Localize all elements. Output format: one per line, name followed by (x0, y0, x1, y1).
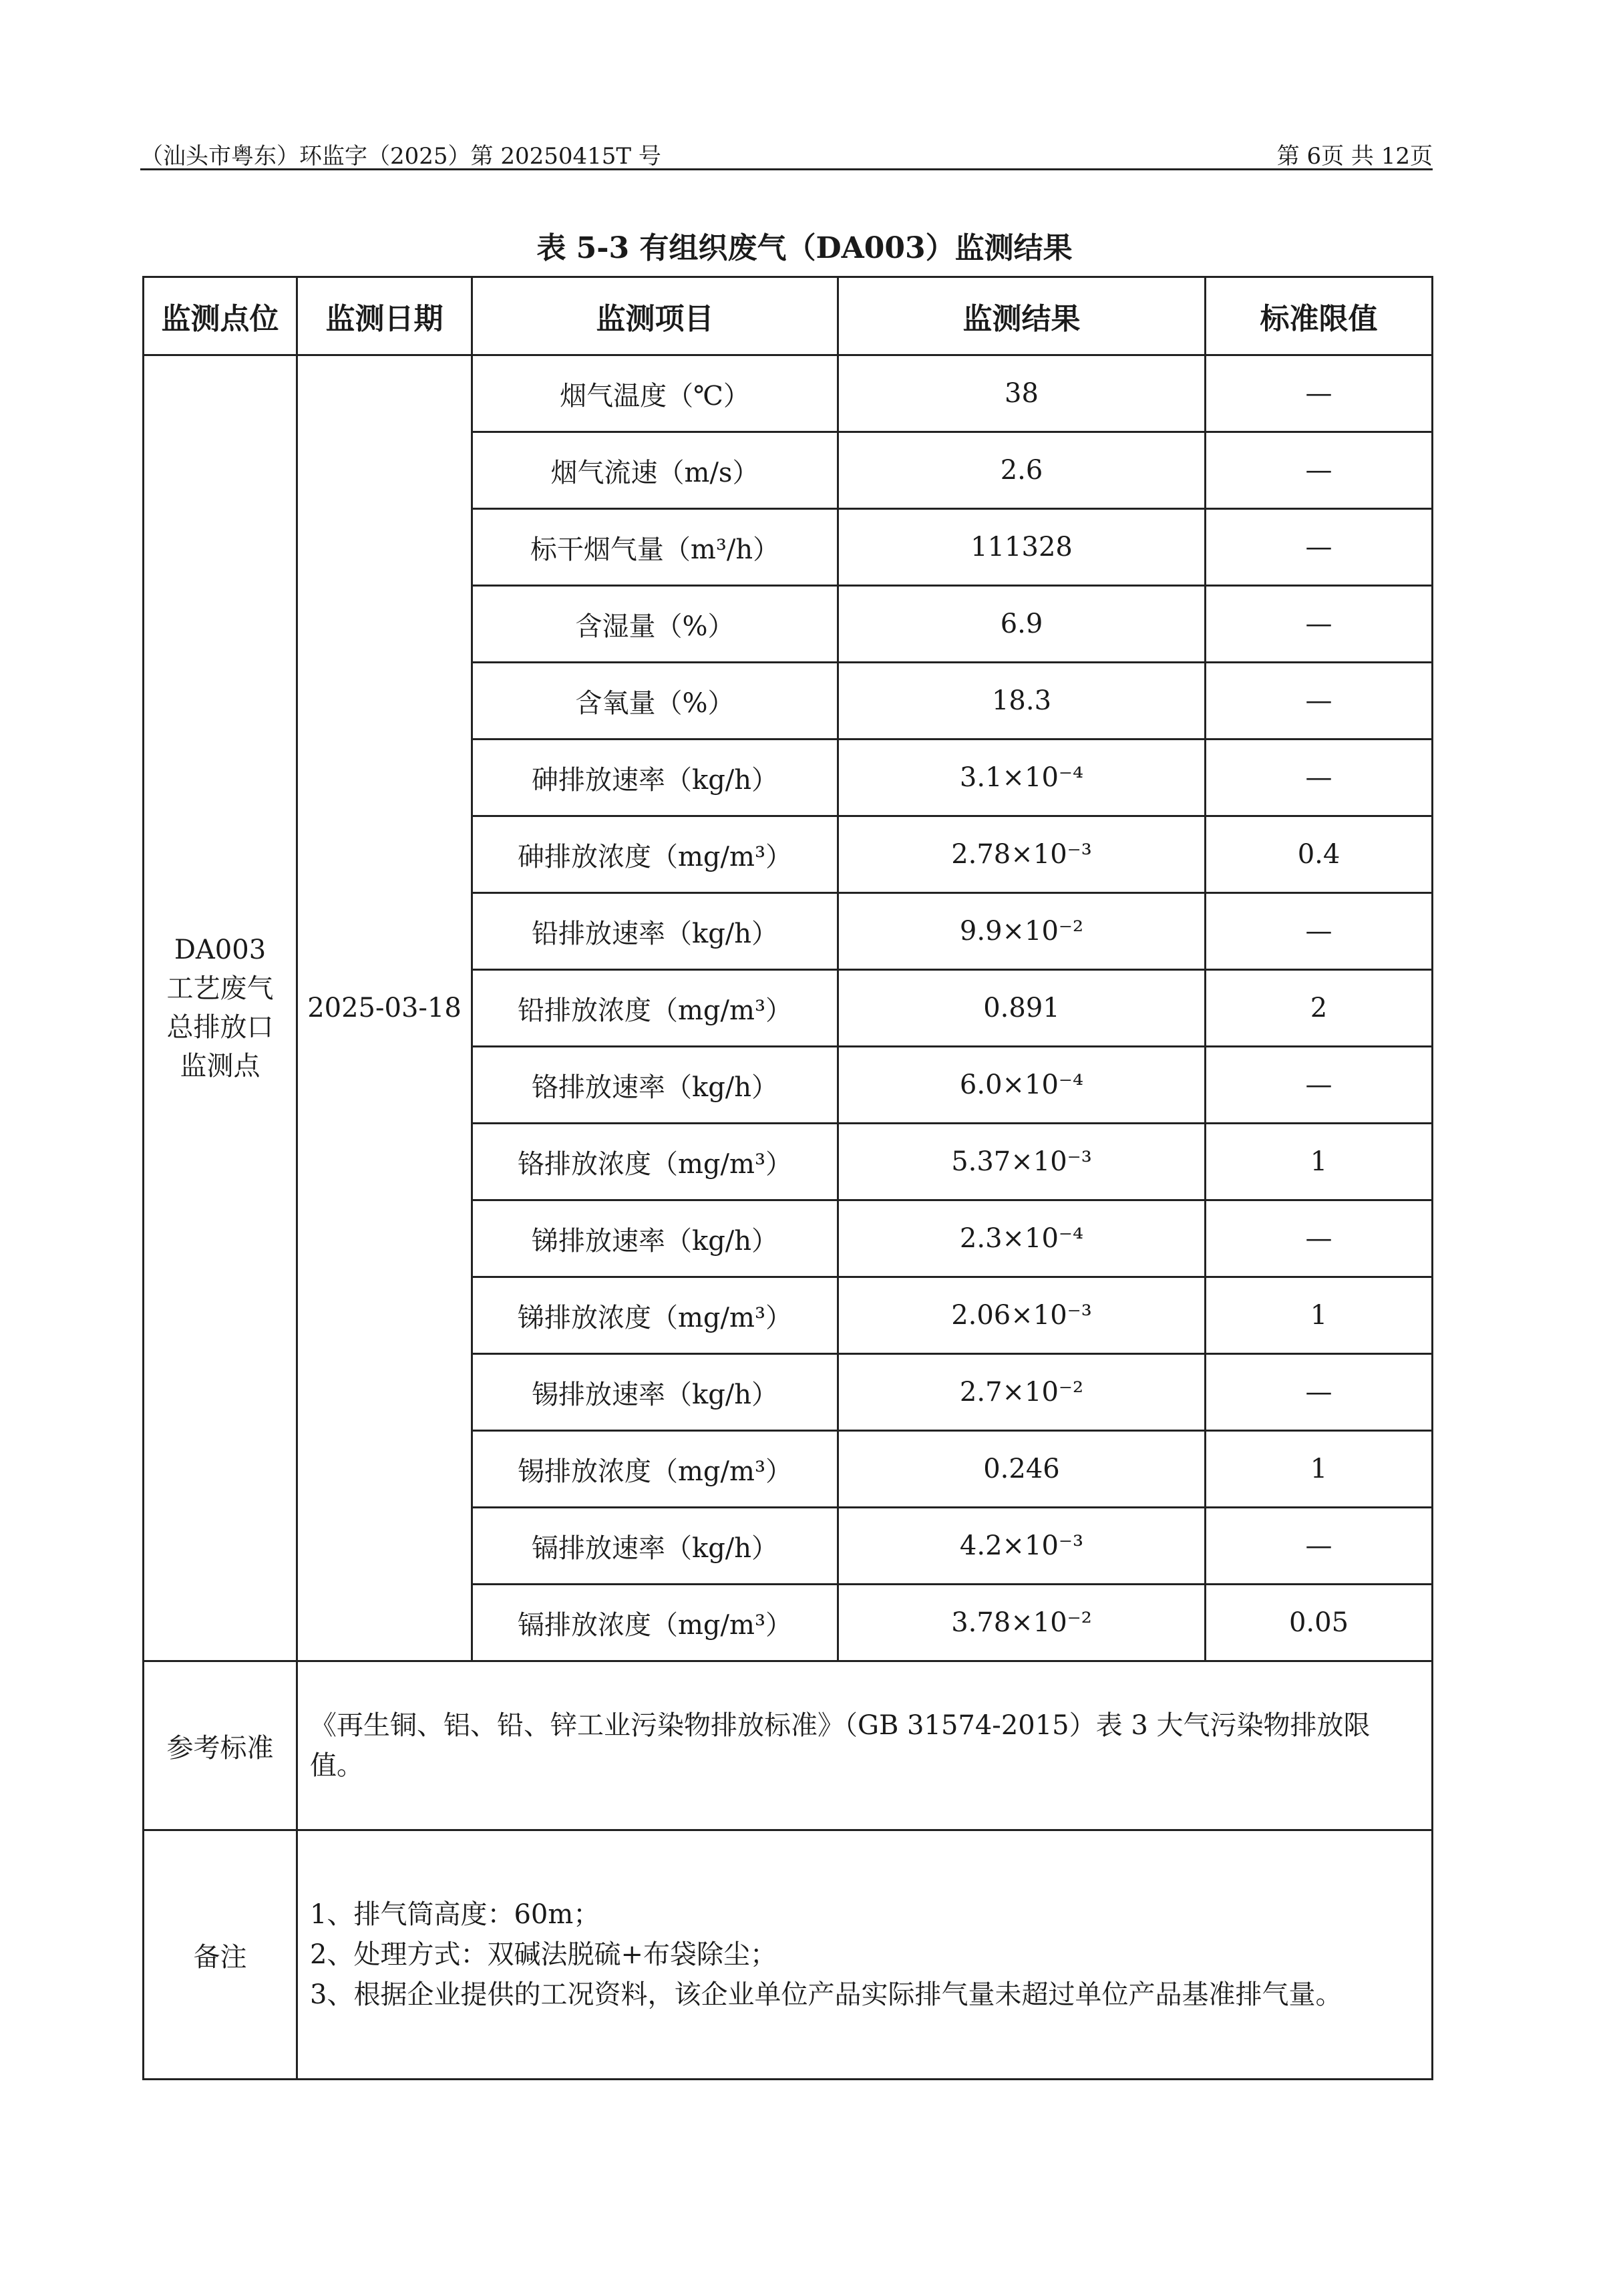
reference-label: 参考标准 (144, 1661, 297, 1830)
cell-result: 2.7×10⁻² (838, 1354, 1206, 1431)
cell-item: 铬排放速率（kg/h） (472, 1047, 838, 1124)
table-header-row (144, 277, 1433, 355)
cell-item: 锡排放浓度（mg/m³） (472, 1431, 838, 1508)
note-item: 2、处理方式：双碱法脱硫+布袋除尘； (310, 1939, 777, 1970)
cell-limit: 1 (1206, 1431, 1433, 1508)
cell-limit: — (1206, 1047, 1433, 1124)
header-date: 监测日期 (297, 277, 472, 355)
notes-content (297, 1830, 1433, 2080)
cell-limit: 0.4 (1206, 816, 1433, 893)
cell-limit: — (1206, 893, 1433, 970)
notes-row (144, 1830, 1433, 2080)
cell-limit: — (1206, 432, 1433, 509)
cell-item: 镉排放浓度（mg/m³） (472, 1585, 838, 1661)
cell-result: 2.06×10⁻³ (838, 1277, 1206, 1354)
cell-item: 镉排放速率（kg/h） (472, 1508, 838, 1585)
cell-item: 锑排放速率（kg/h） (472, 1200, 838, 1277)
cell-limit: — (1206, 586, 1433, 663)
cell-item: 锡排放速率（kg/h） (472, 1354, 838, 1431)
cell-limit: — (1206, 355, 1433, 432)
cell-result: 3.78×10⁻² (838, 1585, 1206, 1661)
monitoring-point-line: 总排放口 (166, 1012, 274, 1043)
document-number: （汕头市粤东）环监字（2025）第 20250415T 号 (140, 143, 661, 170)
cell-limit: — (1206, 509, 1433, 586)
cell-limit: 1 (1206, 1124, 1433, 1200)
cell-result: 5.37×10⁻³ (838, 1124, 1206, 1200)
page-number: 第 6页 共 12页 (1276, 143, 1433, 170)
cell-limit: — (1206, 1508, 1433, 1585)
cell-limit: — (1206, 663, 1433, 740)
cell-item: 铅排放速率（kg/h） (472, 893, 838, 970)
cell-item: 铅排放浓度（mg/m³） (472, 970, 838, 1047)
cell-limit: 2 (1206, 970, 1433, 1047)
page-header (140, 134, 1433, 170)
table-title: 表 5-3 有组织废气（DA003）监测结果 (536, 231, 1073, 265)
monitoring-date-cell: 2025-03-18 (297, 355, 472, 1661)
cell-limit: — (1206, 740, 1433, 816)
cell-item: 标干烟气量（m³/h） (472, 509, 838, 586)
cell-limit: 0.05 (1206, 1585, 1433, 1661)
monitoring-results-table (142, 276, 1433, 2080)
cell-limit: — (1206, 1200, 1433, 1277)
cell-result: 0.891 (838, 970, 1206, 1047)
reference-row (144, 1661, 1433, 1830)
note-item: 1、排气筒高度：60m； (310, 1899, 600, 1930)
cell-result: 0.246 (838, 1431, 1206, 1508)
cell-result: 6.9 (838, 586, 1206, 663)
cell-result: 111328 (838, 509, 1206, 586)
cell-result: 6.0×10⁻⁴ (838, 1047, 1206, 1124)
cell-result: 2.6 (838, 432, 1206, 509)
cell-item: 含湿量（%） (472, 586, 838, 663)
header-divider (140, 168, 1433, 170)
cell-result: 18.3 (838, 663, 1206, 740)
monitoring-point-line: DA003 (174, 935, 266, 965)
cell-result: 3.1×10⁻⁴ (838, 740, 1206, 816)
cell-result: 2.78×10⁻³ (838, 816, 1206, 893)
header-result: 监测结果 (838, 277, 1206, 355)
cell-item: 含氧量（%） (472, 663, 838, 740)
cell-result: 4.2×10⁻³ (838, 1508, 1206, 1585)
cell-result: 2.3×10⁻⁴ (838, 1200, 1206, 1277)
cell-result: 38 (838, 355, 1206, 432)
cell-item: 铬排放浓度（mg/m³） (472, 1124, 838, 1200)
cell-result: 9.9×10⁻² (838, 893, 1206, 970)
note-item: 3、根据企业提供的工况资料，该企业单位产品实际排气量未超过单位产品基准排气量。 (310, 1979, 1343, 2010)
monitoring-point-line: 监测点 (180, 1051, 260, 1082)
header-limit: 标准限值 (1206, 277, 1433, 355)
header-point: 监测点位 (144, 277, 297, 355)
cell-item: 砷排放浓度（mg/m³） (472, 816, 838, 893)
cell-limit: 1 (1206, 1277, 1433, 1354)
header-item: 监测项目 (472, 277, 838, 355)
cell-limit: — (1206, 1354, 1433, 1431)
reference-text: 《再生铜、铝、铅、锌工业污染物排放标准》（GB 31574-2015）表 3 大气污染物排放限值。 (297, 1661, 1433, 1830)
monitoring-point-cell (144, 355, 297, 1661)
table-row (144, 355, 1433, 432)
cell-item: 砷排放速率（kg/h） (472, 740, 838, 816)
cell-item: 锑排放浓度（mg/m³） (472, 1277, 838, 1354)
notes-label: 备注 (144, 1830, 297, 2080)
cell-item: 烟气温度（℃） (472, 355, 838, 432)
monitoring-point-line: 工艺废气 (166, 973, 274, 1004)
cell-item: 烟气流速（m/s） (472, 432, 838, 509)
